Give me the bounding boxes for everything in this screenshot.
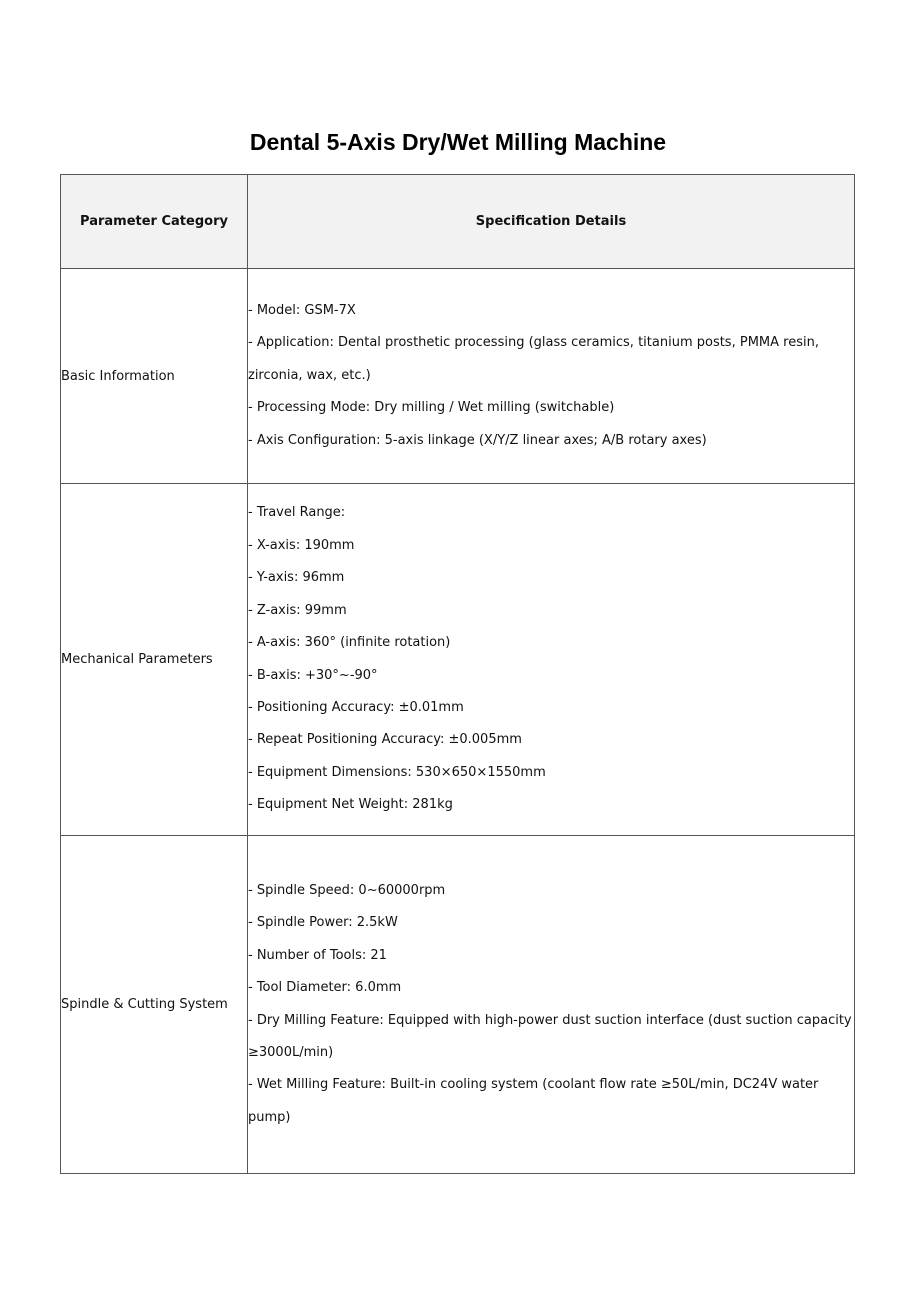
- details-cell: [248, 484, 855, 836]
- spec-line: - Equipment Dimensions: 530×650×1550mm: [248, 764, 546, 780]
- details-cell: [248, 836, 855, 1174]
- spec-line: - Axis Configuration: 5-axis linkage (X/Y/Z linear axes; A/B rotary axes): [248, 432, 707, 448]
- spec-line: - Equipment Net Weight: 281kg: [248, 797, 453, 813]
- spec-line: - Dry Milling Feature: Equipped with high-power dust suction interface (dust suction capacity ≥3000L/min): [248, 1012, 852, 1060]
- category-cell: Spindle & Cutting System: [61, 836, 248, 1174]
- table-header-row: [61, 175, 855, 269]
- spec-line: - Wet Milling Feature: Built-in cooling system (coolant flow rate ≥50L/min, DC24V water pump): [248, 1077, 819, 1125]
- header-specification-details: Specification Details: [248, 175, 855, 269]
- spec-line: - Tool Diameter: 6.0mm: [248, 980, 402, 996]
- spec-line: - Processing Mode: Dry milling / Wet milling (switchable): [248, 400, 615, 416]
- spec-line: - Model: GSM-7X: [248, 302, 356, 318]
- spec-line: - Positioning Accuracy: ±0.01mm: [248, 699, 464, 715]
- spec-line: - Application: Dental prosthetic processing (glass ceramics, titanium posts, PMMA resin, zirconia, wax, etc.): [248, 335, 819, 383]
- spec-line: - Travel Range:: [248, 505, 346, 521]
- spec-table: [60, 174, 855, 1174]
- spec-line: - A-axis: 360° (infinite rotation): [248, 635, 451, 651]
- table-row: [61, 269, 855, 484]
- header-parameter-category: Parameter Category: [61, 175, 248, 269]
- category-cell: Mechanical Parameters: [61, 484, 248, 836]
- spec-line: - Spindle Power: 2.5kW: [248, 915, 398, 931]
- spec-line: - Number of Tools: 21: [248, 947, 387, 963]
- spec-line: - X-axis: 190mm: [248, 537, 355, 553]
- page-title: Dental 5-Axis Dry/Wet Milling Machine: [249, 129, 667, 155]
- spec-line: - Y-axis: 96mm: [248, 570, 345, 586]
- details-cell: [248, 269, 855, 484]
- spec-line: - Z-axis: 99mm: [248, 602, 347, 618]
- spec-line: - Repeat Positioning Accuracy: ±0.005mm: [248, 732, 522, 748]
- table-row: [61, 836, 855, 1174]
- category-cell: Basic Information: [61, 269, 248, 484]
- spec-line: - B-axis: +30°~-90°: [248, 667, 378, 683]
- table-row: [61, 484, 855, 836]
- spec-line: - Spindle Speed: 0~60000rpm: [248, 882, 446, 898]
